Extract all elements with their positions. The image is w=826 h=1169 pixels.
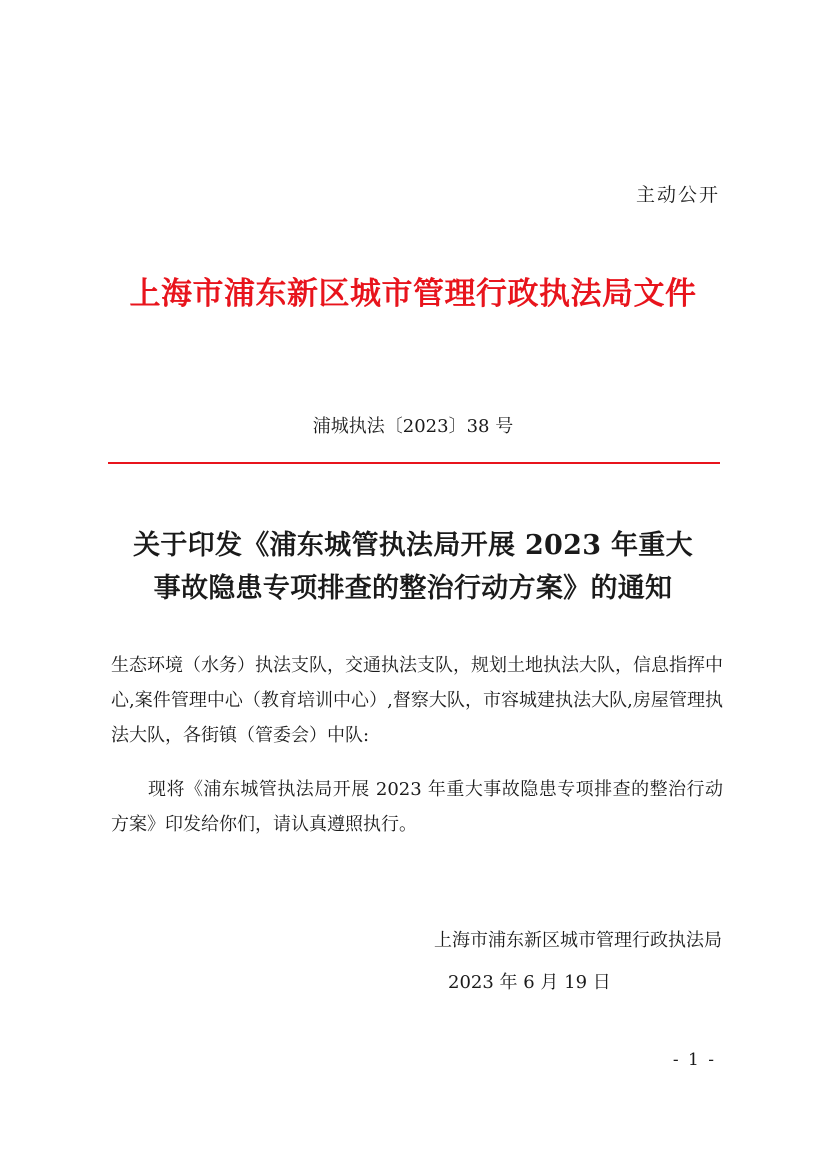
- body-paragraph: 现将《浦东城管执法局开展 2023 年重大事故隐患专项排查的整治行动方案》印发给你们，请认真遵照执行。: [111, 779, 723, 835]
- issuer-heading: 上海市浦东新区城市管理行政执法局文件: [129, 276, 697, 312]
- document-number: 浦城执法〔2023〕38 号: [312, 416, 514, 437]
- page-number: - 1 -: [672, 1050, 716, 1070]
- red-divider-line: [108, 462, 720, 464]
- document-title: [100, 524, 726, 610]
- document-title-line-2: 事故隐患专项排查的整治行动方案》的通知: [153, 573, 673, 604]
- signature-date: 2023 年 6 月 19 日: [448, 972, 611, 993]
- recipients-paragraph: 生态环境（水务）执法支队，交通执法支队，规划土地执法大队，信息指挥中心,案件管理中心（教育培训中心）,督察大队，市容城建执法大队,房屋管理执法大队，各街镇（管委会）中队:: [111, 655, 723, 746]
- document-title-line-1: 关于印发《浦东城管执法局开展 2023 年重大: [133, 530, 693, 561]
- disclosure-label: 主动公开: [635, 184, 720, 206]
- signature-organization: 上海市浦东新区城市管理行政执法局: [434, 930, 722, 951]
